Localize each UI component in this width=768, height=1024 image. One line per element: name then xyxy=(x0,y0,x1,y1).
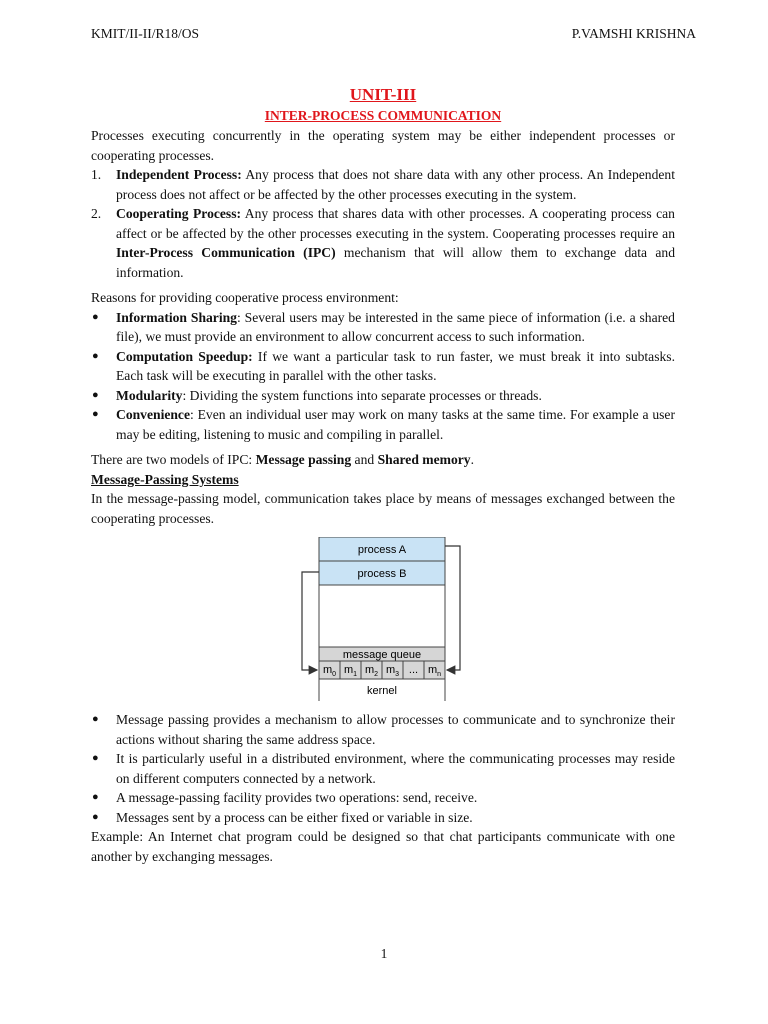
message-passing-points xyxy=(91,710,675,827)
models-prefix: There are two models of IPC: xyxy=(91,452,256,467)
term-description: : Even an individual user may work on many tasks at the same time. For example a user may be editing, listening to music and compiling in parallel. xyxy=(116,407,675,442)
list-item xyxy=(91,165,675,204)
model-message-passing: Message passing xyxy=(255,452,352,467)
example-paragraph: Example: An Internet chat program could be designed so that chat participants communicate with one another by exchanging messages. xyxy=(91,829,675,864)
point-text: Messages sent by a process can be either fixed or variable in size. xyxy=(116,809,473,825)
header-course-code: KMIT/II-II/R18/OS xyxy=(91,26,199,41)
point-text: Message passing provides a mechanism to allow processes to communicate and to synchronize their actions without sharing the same address space. xyxy=(116,712,675,747)
queue-slot-label: $m_n$ xyxy=(427,664,442,678)
list-item xyxy=(91,308,675,347)
bullet: ● xyxy=(92,349,99,362)
bullet: ● xyxy=(92,408,99,420)
list-item xyxy=(91,808,675,828)
reasons-intro: Reasons for providing cooperative process environment: xyxy=(91,290,399,305)
message-queue-label: message queue xyxy=(342,649,422,661)
topic-title: INTER-PROCESS COMMUNICATION xyxy=(264,108,502,123)
mp-intro-paragraph: In the message-passing model, communication takes place by means of messages exchanged between the cooperating processes. xyxy=(91,491,675,526)
bullet: ● xyxy=(92,791,99,803)
process-b-label: process B xyxy=(357,568,407,580)
bullet: ● xyxy=(92,752,99,764)
term-description: : Several users may be interested in the same piece of information (i.e. a shared file), we must provide an environment to allow concurrent access to such information. xyxy=(116,309,675,344)
kernel-label: kernel xyxy=(367,685,397,697)
bullet: ● xyxy=(92,810,99,823)
models-suffix: . xyxy=(470,452,474,467)
list-item xyxy=(91,204,675,282)
process-types-list xyxy=(91,165,675,282)
message-queue-slots xyxy=(319,661,445,679)
ipc-term: Inter-Process Communication (IPC) xyxy=(116,245,336,260)
point-text: It is particularly useful in a distributed environment, where the communicating processes may reside on different computers connected by a network. xyxy=(116,751,675,786)
bullet: ● xyxy=(92,713,99,725)
reasons-list xyxy=(91,308,675,445)
list-item xyxy=(91,749,675,788)
term-description: Any process that shares data with other processes. A cooperating process can affect or be affected by the other processes executing in the system. Cooperating processes require an xyxy=(116,206,675,241)
section-heading xyxy=(91,470,675,490)
model-shared-memory: Shared memory xyxy=(377,452,471,467)
page-content xyxy=(91,84,675,866)
term: Independent Process: xyxy=(116,167,242,182)
header-author: P.VAMSHI KRISHNA xyxy=(571,26,696,41)
list-number: 2. xyxy=(91,206,102,221)
term: Convenience xyxy=(116,407,191,422)
queue-slot-label: $m_3$ xyxy=(385,664,400,678)
models-and: and xyxy=(351,452,378,467)
unit-title: UNIT-III xyxy=(349,85,417,104)
term-description: mechanism that will allow them to exchange data and information. xyxy=(116,245,675,280)
queue-slot-label: ... xyxy=(408,664,419,676)
term-description: If we want a particular task to run faster, we must break it into subtasks. Each task will be executing in parallel with the other tasks. xyxy=(116,348,675,383)
term: Modularity xyxy=(116,387,183,403)
list-number: 1. xyxy=(91,167,102,182)
queue-slot-label: $m_2$ xyxy=(364,664,379,678)
bullet: ● xyxy=(92,388,99,401)
section-heading-text: Message-Passing Systems xyxy=(91,471,239,487)
term-description: Any process that does not share data with any other process. An Independent process does not affect or be affected by the other processes executing in the system. xyxy=(116,167,675,202)
queue-slot-label: $m_1$ xyxy=(343,664,358,678)
queue-slot-label: $m_0$ xyxy=(322,664,337,678)
term: Information Sharing xyxy=(116,309,237,325)
message-passing-diagram xyxy=(91,537,675,701)
bullet: ● xyxy=(92,310,99,323)
term-description: : Dividing the system functions into separate processes or threads. xyxy=(182,387,542,403)
receive-arrow xyxy=(445,546,460,670)
list-item xyxy=(91,788,675,808)
process-a-label: process A xyxy=(357,544,407,556)
page-number: 1 xyxy=(380,946,388,961)
intro-paragraph: Processes executing concurrently in the operating system may be either independent processes or cooperating processes. xyxy=(91,128,675,163)
list-item xyxy=(91,386,675,406)
list-item xyxy=(91,347,675,386)
send-arrow xyxy=(302,572,319,670)
list-item xyxy=(91,710,675,749)
term: Cooperating Process: xyxy=(116,206,242,221)
term: Computation Speedup: xyxy=(116,348,253,364)
point-text: A message-passing facility provides two operations: send, receive. xyxy=(116,790,478,805)
ipc-models-line xyxy=(91,450,675,470)
list-item xyxy=(91,405,675,444)
diagram-svg xyxy=(91,537,675,701)
